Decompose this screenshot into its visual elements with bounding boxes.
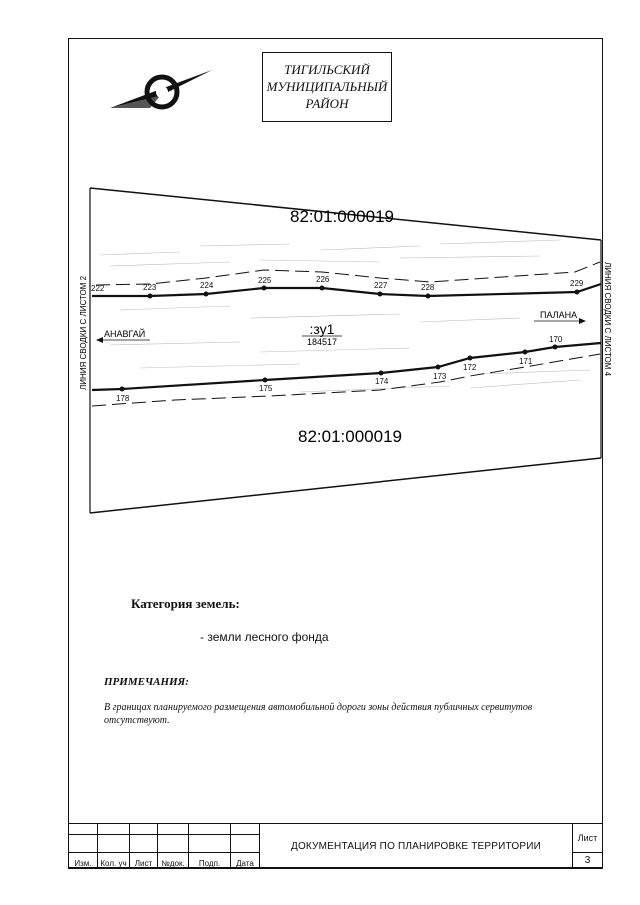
point-label: 229 (570, 279, 584, 288)
cadastral-number-top: 82:01:000019 (290, 207, 394, 226)
stamp-col-header: Лист (130, 853, 158, 869)
notes-text: В границах планируемого размещения автомобильной дороги зоны действия публичных сервитутов отсутствуют. (104, 702, 533, 726)
stamp-col-header: №док. (158, 853, 189, 869)
settlement-label-right: ПАЛАНА (540, 310, 578, 320)
district-line: ТИГИЛЬСКИЙ (284, 62, 370, 77)
stamp-col-header: Подп. (189, 853, 231, 869)
title-block (68, 823, 603, 868)
dashed-boundary-top (96, 262, 600, 285)
stamp-col-header: Изм. (69, 853, 98, 869)
stamp-col-header: Кол. уч (98, 853, 130, 869)
notes-title: ПРИМЕЧАНИЯ: (104, 676, 189, 688)
land-category-title: Категория земель: (131, 596, 240, 611)
point-label: 175 (259, 384, 273, 393)
map-boundary-bottom (90, 458, 601, 513)
parcel-boundary-top (92, 284, 601, 296)
north-arrow-icon (110, 70, 212, 108)
point-label: 178 (116, 394, 130, 403)
point-label: 226 (316, 275, 330, 284)
settlement-label-left: АНАВГАЙ (104, 329, 146, 339)
district-line: РАЙОН (305, 96, 349, 111)
parcel-area: 184517 (306, 337, 338, 347)
point-label: 171 (519, 357, 533, 366)
district-line: МУНИЦИПАЛЬНЫЙ (266, 79, 388, 94)
point-label: 228 (421, 283, 435, 292)
arrow-left-icon (96, 337, 103, 343)
point-label: 222 (91, 284, 105, 293)
document-title: ДОКУМЕНТАЦИЯ ПО ПЛАНИРОВКЕ ТЕРРИТОРИИ (260, 824, 573, 869)
point-label: 225 (258, 276, 272, 285)
stamp-col-header: Дата (231, 853, 260, 869)
point-label: 172 (463, 363, 477, 372)
sheet-label: Лист (573, 824, 603, 853)
point-label: 173 (433, 372, 447, 381)
match-line-label-right: ЛИНИЯ СВОДКИ С ЛИСТОМ 4 (603, 262, 612, 377)
match-line-label-left: ЛИНИЯ СВОДКИ С ЛИСТОМ 2 (79, 275, 88, 390)
point-label: 174 (375, 377, 389, 386)
parcel-id: :зу1 (309, 321, 335, 337)
arrow-right-icon (579, 318, 586, 324)
sheet-number: 3 (573, 853, 603, 869)
point-label: 227 (374, 281, 388, 290)
forest-hatching (100, 240, 590, 392)
cadastral-number-bottom: 82:01:000019 (298, 427, 402, 446)
point-label: 170 (549, 335, 563, 344)
point-label: 223 (143, 283, 157, 292)
land-category-item: - земли лесного фонда (200, 630, 329, 644)
district-title-box (262, 52, 392, 122)
point-label: 224 (200, 281, 214, 290)
